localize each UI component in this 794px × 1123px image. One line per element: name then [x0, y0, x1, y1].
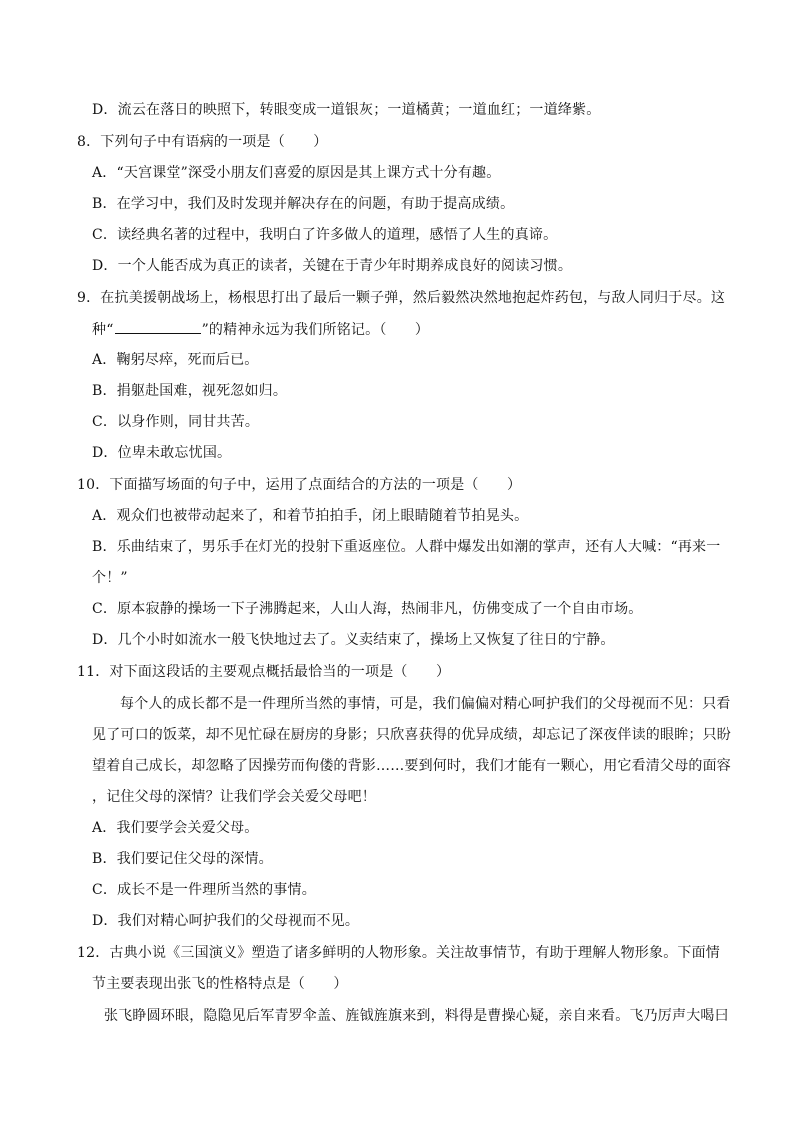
q11-option-c: C．成长不是一件理所当然的事情。	[92, 882, 316, 898]
q11-passage-line2: 见了可口的饭菜，却不见忙碌在厨房的身影；只欣喜获得的优异成绩，却忘记了深夜伴读的眼眸；只盼	[92, 727, 731, 743]
q8-stem: 8．下列句子中有语病的一项是（ ）	[77, 134, 328, 150]
q9-option-b: B．捐躯赴国难，视死忽如归。	[92, 383, 288, 399]
q7-option-d: D．流云在落日的映照下，转眼变成一道银灰；一道橘黄；一道血红；一道绛紫。	[92, 102, 601, 118]
q9-option-c: C．以身作则，同甘共苦。	[92, 414, 260, 430]
q11-passage-line4: ，记住父母的深情？让我们学会关爱父母吧！	[92, 789, 376, 805]
q9-option-d: D．位卑未敢忘忧国。	[92, 445, 232, 461]
q9-stem-prefix: 种“	[92, 322, 114, 338]
fill-in-blank	[115, 319, 201, 334]
q10-option-b-line2: 个！”	[92, 570, 128, 586]
q11-stem: 11．对下面这段话的主要观点概括最恰当的一项是（ ）	[77, 664, 451, 680]
q10-option-d: D．几个小时如流水一般飞快地过去了。义卖结束了，操场上又恢复了往日的宁静。	[92, 632, 615, 648]
q11-option-b: B．我们要记住父母的深情。	[92, 851, 273, 867]
q12-stem-line2: 节主要表现出张飞的性格特点是（ ）	[92, 976, 348, 992]
q11-passage-line1: 每个人的成长都不是一件理所当然的事情，可是，我们偏偏对精心呵护我们的父母视而不见：只看	[120, 696, 731, 712]
q10-option-b-line1: B．乐曲结束了，男乐手在灯光的投射下重返座位。人群中爆发出如潮的掌声，还有人大喊：“再来一	[92, 539, 721, 555]
q10-option-c: C．原本寂静的操场一下子沸腾起来，人山人海，热闹非凡，仿佛变成了一个自由市场。	[92, 601, 643, 617]
q9-stem-line1: 9．在抗美援朝战场上，杨根思打出了最后一颗子弹，然后毅然决然地抱起炸药包，与敌人同归于尽。这	[77, 290, 726, 306]
q8-option-a: A．“天宫课堂”深受小朋友们喜爱的原因是其上课方式十分有趣。	[92, 165, 501, 181]
q12-passage-line1: 张飞睁圆环眼，隐隐见后军青罗伞盖、旌钺旌旗来到，料得是曹操心疑，亲自来看。飞乃厉声大喝曰	[104, 1008, 729, 1024]
q11-option-d: D．我们对精心呵护我们的父母视而不见。	[92, 913, 360, 929]
q10-stem: 10．下面描写场面的句子中，运用了点面结合的方法的一项是（ ）	[77, 477, 522, 493]
q9-stem-suffix: ”的精神永远为我们所铭记。（ ）	[201, 322, 430, 338]
q11-passage-line3: 望着自己成长，却忽略了因操劳而佝偻的背影……要到何时，我们才能有一颗心，用它看清父母的面容	[92, 758, 731, 774]
q8-option-c: C．读经典名著的过程中，我明白了许多做人的道理，感悟了人生的真谛。	[92, 227, 558, 243]
q12-stem-line1: 12．古典小说《三国演义》塑造了诸多鲜明的人物形象。关注故事情节，有助于理解人物形象。下面情	[77, 945, 721, 961]
q11-option-a: A．我们要学会关爱父母。	[92, 820, 259, 836]
q10-option-a: A．观众们也被带动起来了，和着节拍拍手，闭上眼睛随着节拍晃头。	[92, 508, 529, 524]
q9-option-a: A．鞠躬尽瘁，死而后已。	[92, 352, 259, 368]
q8-option-d: D．一个人能否成为真正的读者，关键在于青少年时期养成良好的阅读习惯。	[92, 258, 573, 274]
q9-stem-line2	[92, 319, 429, 340]
q8-option-b: B．在学习中，我们及时发现并解决存在的问题，有助于提高成绩。	[92, 196, 515, 212]
